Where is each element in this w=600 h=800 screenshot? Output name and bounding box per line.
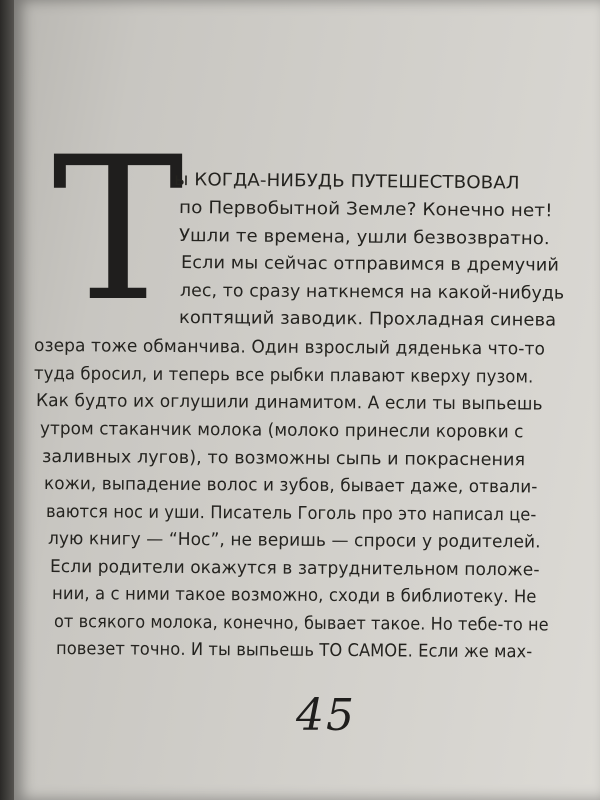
text-line-8: туда бросил, и теперь все рыбки плавают кверху пузом. [33, 364, 534, 388]
text-line-1: ы КОГДА-НИБУДЬ ПУТЕШЕСТВОВАЛ [173, 170, 520, 194]
text-line-17: от всякого молока, конечно, бывает такое. Но тебе-то не [53, 612, 549, 636]
text-line-4: Если мы сейчас отправимся в дремучий [180, 253, 560, 276]
text-line-11: заливных лугов), то возможны сыпь и покраснения [41, 447, 526, 471]
page-number: 45 [296, 690, 356, 741]
text-line-12: кожи, выпадение волос и зубов, бывает даже, отвали- [43, 474, 538, 498]
text-line-6: коптящий заводик. Прохладная синева [178, 308, 557, 331]
text-line-13: ваются нос и уши. Писатель Гоголь про это написал це- [45, 502, 537, 526]
text-line-15: Если родители окажутся в затруднительном положе- [49, 557, 540, 581]
text-line-7: озера тоже обманчива. Один взрослый дяденька что-то [33, 336, 546, 360]
text-line-9: Как будто их оглушили динамитом. А если ты выпьешь [35, 391, 543, 415]
text-line-14: лую книгу — “Нос”, не веришь — спроси у родителей. [47, 529, 541, 553]
text-line-5: лес, то сразу наткнемся на какой-нибудь [179, 281, 565, 304]
drop-cap: Т [52, 114, 183, 345]
text-line-16: нии, а с ними такое возможно, сходи в библиотеку. Не [51, 584, 537, 608]
text-line-18: повезет точно. И ты выпьешь ТО САМОЕ. Если же мах- [55, 639, 533, 663]
text-line-3: Ушли те времена, ушли безвозвратно. [178, 226, 550, 250]
book-page [14, 0, 600, 800]
text-line-2: по Первобытной Земле? Конечно нет! [178, 198, 553, 222]
text-line-10: утром стаканчик молока (молоко принесли коровки с [39, 419, 524, 443]
